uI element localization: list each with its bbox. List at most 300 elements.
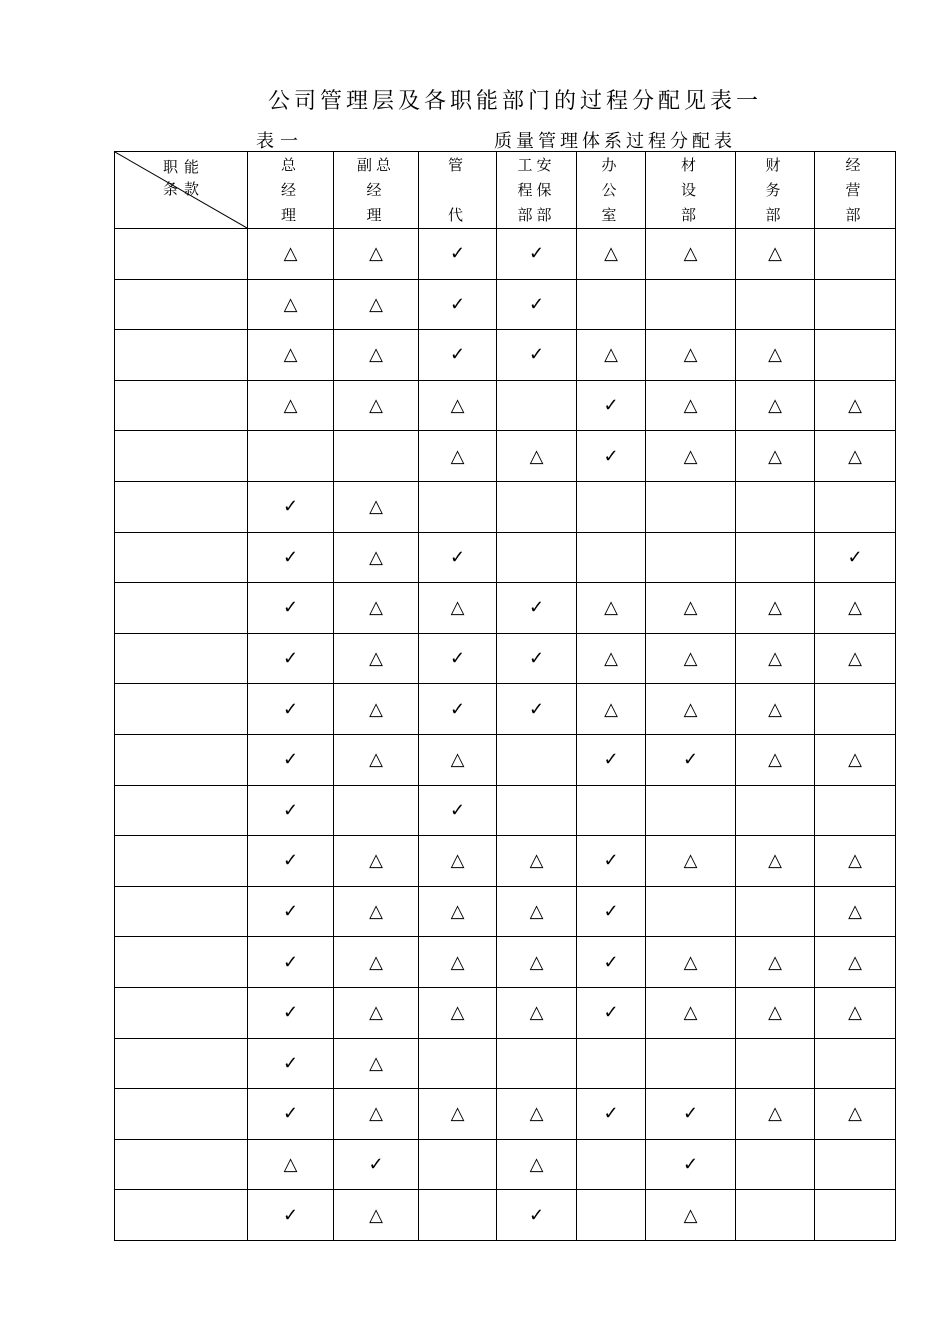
triangle-mark-icon: △ xyxy=(768,850,782,872)
triangle-mark-icon: △ xyxy=(848,445,862,467)
allocation-cell xyxy=(248,481,334,532)
triangle-mark-icon: △ xyxy=(683,344,698,366)
table-row xyxy=(115,785,896,836)
check-mark-icon: ✓ xyxy=(847,546,863,568)
check-mark-icon: ✓ xyxy=(368,1153,384,1175)
check-mark-icon: ✓ xyxy=(282,951,299,973)
allocation-cell xyxy=(736,583,815,634)
allocation-cell xyxy=(577,431,646,482)
triangle-mark-icon: △ xyxy=(683,1002,698,1024)
triangle-mark-icon: △ xyxy=(848,850,862,872)
check-mark-icon: ✓ xyxy=(603,850,619,872)
allocation-cell xyxy=(577,583,646,634)
clause-cell xyxy=(115,684,248,735)
check-mark-icon: ✓ xyxy=(282,597,299,619)
table-row xyxy=(115,583,896,634)
triangle-mark-icon: △ xyxy=(369,1002,383,1024)
check-mark-icon: ✓ xyxy=(603,445,619,467)
allocation-cell xyxy=(497,431,577,482)
allocation-cell xyxy=(646,987,736,1038)
allocation-cell xyxy=(736,785,815,836)
table-row xyxy=(115,937,896,988)
allocation-cell xyxy=(577,734,646,785)
triangle-mark-icon: △ xyxy=(450,1002,465,1024)
allocation-cell xyxy=(248,583,334,634)
check-mark-icon: ✓ xyxy=(282,1204,299,1226)
allocation-cell xyxy=(736,836,815,887)
table-row xyxy=(115,229,896,280)
allocation-cell xyxy=(646,380,736,431)
allocation-cell xyxy=(497,734,577,785)
allocation-cell xyxy=(577,380,646,431)
check-mark-icon: ✓ xyxy=(682,1153,699,1175)
allocation-cell xyxy=(334,1089,419,1140)
allocation-cell xyxy=(646,1089,736,1140)
table-header-row xyxy=(115,152,896,229)
allocation-cell xyxy=(646,431,736,482)
allocation-cell xyxy=(815,229,896,280)
allocation-cell xyxy=(419,330,497,381)
allocation-cell xyxy=(497,987,577,1038)
allocation-cell xyxy=(646,481,736,532)
check-mark-icon: ✓ xyxy=(282,1103,299,1125)
triangle-mark-icon: △ xyxy=(683,850,698,872)
allocation-cell xyxy=(815,330,896,381)
allocation-cell xyxy=(334,1190,419,1241)
allocation-cell xyxy=(577,481,646,532)
allocation-cell xyxy=(497,583,577,634)
triangle-mark-icon: △ xyxy=(683,395,698,417)
check-mark-icon: ✓ xyxy=(282,799,299,821)
triangle-mark-icon: △ xyxy=(450,951,465,973)
allocation-cell xyxy=(815,431,896,482)
check-mark-icon: ✓ xyxy=(282,496,299,518)
allocation-cell xyxy=(248,1089,334,1140)
allocation-cell xyxy=(334,734,419,785)
allocation-cell xyxy=(736,684,815,735)
check-mark-icon: ✓ xyxy=(603,749,619,771)
check-mark-icon: ✓ xyxy=(449,799,466,821)
table-row xyxy=(115,279,896,330)
allocation-cell xyxy=(736,734,815,785)
allocation-cell xyxy=(815,1139,896,1190)
check-mark-icon: ✓ xyxy=(528,293,545,315)
triangle-mark-icon: △ xyxy=(529,445,544,467)
clause-cell xyxy=(115,583,248,634)
check-mark-icon: ✓ xyxy=(282,749,299,771)
triangle-mark-icon: △ xyxy=(768,395,782,417)
corner-label-function: 职能 xyxy=(163,158,206,176)
table-row xyxy=(115,1038,896,1089)
allocation-cell xyxy=(646,886,736,937)
clause-cell xyxy=(115,532,248,583)
triangle-mark-icon: △ xyxy=(768,648,782,670)
allocation-cell xyxy=(815,734,896,785)
triangle-mark-icon: △ xyxy=(369,546,383,568)
allocation-cell xyxy=(419,937,497,988)
allocation-cell xyxy=(497,1190,577,1241)
allocation-cell xyxy=(334,229,419,280)
clause-cell xyxy=(115,785,248,836)
allocation-cell xyxy=(577,1139,646,1190)
column-header-finance-dept: 财 务 部 xyxy=(736,152,815,229)
allocation-cell xyxy=(497,279,577,330)
column-header-engineering-safety-dept: 工安 程保 部部 xyxy=(497,152,577,229)
triangle-mark-icon: △ xyxy=(604,243,618,265)
allocation-cell xyxy=(577,937,646,988)
allocation-cell xyxy=(334,987,419,1038)
clause-cell xyxy=(115,229,248,280)
allocation-cell xyxy=(736,1139,815,1190)
check-mark-icon: ✓ xyxy=(528,243,545,265)
allocation-cell xyxy=(248,886,334,937)
allocation-cell xyxy=(815,380,896,431)
allocation-cell xyxy=(248,229,334,280)
allocation-cell xyxy=(334,532,419,583)
allocation-cell xyxy=(815,684,896,735)
clause-cell xyxy=(115,836,248,887)
table-row xyxy=(115,1139,896,1190)
allocation-cell xyxy=(248,785,334,836)
table-row xyxy=(115,1089,896,1140)
triangle-mark-icon: △ xyxy=(369,698,383,720)
check-mark-icon: ✓ xyxy=(449,648,466,670)
triangle-mark-icon: △ xyxy=(450,1103,465,1125)
allocation-cell xyxy=(577,532,646,583)
triangle-mark-icon: △ xyxy=(450,850,465,872)
allocation-cell xyxy=(248,330,334,381)
triangle-mark-icon: △ xyxy=(450,445,465,467)
allocation-cell xyxy=(815,532,896,583)
process-allocation-table xyxy=(114,151,896,1241)
triangle-mark-icon: △ xyxy=(848,1103,862,1125)
check-mark-icon: ✓ xyxy=(528,648,545,670)
allocation-cell xyxy=(646,836,736,887)
triangle-mark-icon: △ xyxy=(369,293,383,315)
allocation-cell xyxy=(419,1089,497,1140)
triangle-mark-icon: △ xyxy=(369,1204,383,1226)
allocation-cell xyxy=(646,1190,736,1241)
allocation-cell xyxy=(577,633,646,684)
clause-cell xyxy=(115,734,248,785)
triangle-mark-icon: △ xyxy=(450,901,465,923)
column-header-office: 办 公 室 xyxy=(577,152,646,229)
triangle-mark-icon: △ xyxy=(369,648,383,670)
allocation-cell xyxy=(334,785,419,836)
clause-cell xyxy=(115,1139,248,1190)
allocation-cell xyxy=(419,684,497,735)
triangle-mark-icon: △ xyxy=(768,344,782,366)
allocation-cell xyxy=(577,987,646,1038)
allocation-cell xyxy=(736,229,815,280)
check-mark-icon: ✓ xyxy=(282,1052,299,1074)
allocation-cell xyxy=(815,1089,896,1140)
check-mark-icon: ✓ xyxy=(528,597,545,619)
allocation-cell xyxy=(736,987,815,1038)
triangle-mark-icon: △ xyxy=(369,597,383,619)
allocation-cell xyxy=(736,481,815,532)
allocation-cell xyxy=(419,1038,497,1089)
triangle-mark-icon: △ xyxy=(369,1052,383,1074)
triangle-mark-icon: △ xyxy=(848,749,862,771)
allocation-cell xyxy=(334,684,419,735)
allocation-cell xyxy=(815,279,896,330)
allocation-cell xyxy=(334,330,419,381)
triangle-mark-icon: △ xyxy=(604,344,618,366)
allocation-cell xyxy=(646,583,736,634)
allocation-cell xyxy=(815,1038,896,1089)
allocation-cell xyxy=(334,1139,419,1190)
allocation-cell xyxy=(577,785,646,836)
clause-cell xyxy=(115,279,248,330)
table-row xyxy=(115,431,896,482)
allocation-cell xyxy=(736,633,815,684)
allocation-cell xyxy=(419,532,497,583)
allocation-cell xyxy=(646,330,736,381)
table-number-label: 表一 xyxy=(256,131,304,152)
triangle-mark-icon: △ xyxy=(683,1204,698,1226)
triangle-mark-icon: △ xyxy=(683,597,698,619)
column-header-deputy-general-manager: 副总 经 理 xyxy=(334,152,419,229)
triangle-mark-icon: △ xyxy=(848,648,862,670)
allocation-cell xyxy=(419,481,497,532)
check-mark-icon: ✓ xyxy=(282,1002,299,1024)
triangle-mark-icon: △ xyxy=(369,395,383,417)
triangle-mark-icon: △ xyxy=(283,344,298,366)
triangle-mark-icon: △ xyxy=(450,395,465,417)
allocation-cell xyxy=(646,1139,736,1190)
allocation-cell xyxy=(248,836,334,887)
clause-cell xyxy=(115,1089,248,1140)
allocation-cell xyxy=(497,380,577,431)
allocation-cell xyxy=(497,1089,577,1140)
clause-cell xyxy=(115,937,248,988)
allocation-cell xyxy=(334,583,419,634)
check-mark-icon: ✓ xyxy=(528,344,545,366)
check-mark-icon: ✓ xyxy=(449,243,466,265)
allocation-cell xyxy=(736,886,815,937)
triangle-mark-icon: △ xyxy=(683,445,698,467)
allocation-cell xyxy=(248,1190,334,1241)
check-mark-icon: ✓ xyxy=(682,749,699,771)
check-mark-icon: ✓ xyxy=(528,1204,545,1226)
check-mark-icon: ✓ xyxy=(449,698,466,720)
allocation-cell xyxy=(815,937,896,988)
allocation-cell xyxy=(815,886,896,937)
triangle-mark-icon: △ xyxy=(683,698,698,720)
column-header-general-manager: 总 经 理 xyxy=(248,152,334,229)
allocation-cell xyxy=(334,836,419,887)
allocation-cell xyxy=(248,987,334,1038)
allocation-cell xyxy=(646,532,736,583)
allocation-cell xyxy=(815,987,896,1038)
allocation-cell xyxy=(815,836,896,887)
table-row xyxy=(115,1190,896,1241)
allocation-cell xyxy=(248,431,334,482)
triangle-mark-icon: △ xyxy=(768,1103,782,1125)
triangle-mark-icon: △ xyxy=(529,1103,544,1125)
allocation-cell xyxy=(646,279,736,330)
triangle-mark-icon: △ xyxy=(283,243,298,265)
allocation-cell xyxy=(646,633,736,684)
allocation-cell xyxy=(248,1139,334,1190)
table-row xyxy=(115,684,896,735)
triangle-mark-icon: △ xyxy=(283,293,298,315)
allocation-cell xyxy=(334,380,419,431)
check-mark-icon: ✓ xyxy=(449,344,466,366)
triangle-mark-icon: △ xyxy=(369,951,383,973)
clause-cell xyxy=(115,1038,248,1089)
allocation-cell xyxy=(577,1190,646,1241)
allocation-cell xyxy=(736,532,815,583)
allocation-cell xyxy=(497,1139,577,1190)
triangle-mark-icon: △ xyxy=(683,243,698,265)
allocation-cell xyxy=(736,279,815,330)
allocation-cell xyxy=(248,1038,334,1089)
check-mark-icon: ✓ xyxy=(282,901,299,923)
triangle-mark-icon: △ xyxy=(283,1153,298,1175)
triangle-mark-icon: △ xyxy=(683,951,698,973)
allocation-cell xyxy=(577,836,646,887)
triangle-mark-icon: △ xyxy=(848,901,862,923)
allocation-cell xyxy=(577,1038,646,1089)
triangle-mark-icon: △ xyxy=(848,1002,862,1024)
triangle-mark-icon: △ xyxy=(369,1103,383,1125)
allocation-cell xyxy=(334,279,419,330)
allocation-cell xyxy=(419,583,497,634)
allocation-cell xyxy=(248,279,334,330)
corner-header-cell xyxy=(115,152,248,229)
triangle-mark-icon: △ xyxy=(848,597,862,619)
table-row xyxy=(115,886,896,937)
allocation-cell xyxy=(419,229,497,280)
triangle-mark-icon: △ xyxy=(529,850,544,872)
allocation-cell xyxy=(646,1038,736,1089)
allocation-cell xyxy=(577,229,646,280)
document-title: 公司管理层及各职能部门的过程分配见表一 xyxy=(267,89,762,114)
check-mark-icon: ✓ xyxy=(682,1103,699,1125)
allocation-cell xyxy=(419,734,497,785)
triangle-mark-icon: △ xyxy=(768,1002,782,1024)
triangle-mark-icon: △ xyxy=(848,395,862,417)
column-header-materials-equipment-dept: 材 设 部 xyxy=(646,152,736,229)
allocation-cell xyxy=(419,431,497,482)
triangle-mark-icon: △ xyxy=(604,698,618,720)
allocation-cell xyxy=(497,886,577,937)
triangle-mark-icon: △ xyxy=(768,243,782,265)
allocation-cell xyxy=(736,937,815,988)
triangle-mark-icon: △ xyxy=(529,1002,544,1024)
check-mark-icon: ✓ xyxy=(282,698,299,720)
allocation-cell xyxy=(248,937,334,988)
allocation-cell xyxy=(497,229,577,280)
allocation-cell xyxy=(646,684,736,735)
allocation-cell xyxy=(419,886,497,937)
triangle-mark-icon: △ xyxy=(529,901,544,923)
triangle-mark-icon: △ xyxy=(450,749,465,771)
allocation-cell xyxy=(497,532,577,583)
column-header-management-representative: 管 代 xyxy=(419,152,497,229)
allocation-cell xyxy=(577,684,646,735)
corner-label-clause: 条款 xyxy=(163,180,206,198)
allocation-cell xyxy=(334,481,419,532)
allocation-cell xyxy=(815,583,896,634)
allocation-cell xyxy=(736,380,815,431)
table-row xyxy=(115,532,896,583)
triangle-mark-icon: △ xyxy=(369,496,383,518)
triangle-mark-icon: △ xyxy=(529,1153,544,1175)
triangle-mark-icon: △ xyxy=(604,648,618,670)
allocation-cell xyxy=(248,532,334,583)
triangle-mark-icon: △ xyxy=(369,243,383,265)
table-row xyxy=(115,380,896,431)
check-mark-icon: ✓ xyxy=(282,648,299,670)
triangle-mark-icon: △ xyxy=(369,344,383,366)
table-row xyxy=(115,987,896,1038)
table-title: 质量管理体系过程分配表 xyxy=(494,131,736,152)
clause-cell xyxy=(115,380,248,431)
triangle-mark-icon: △ xyxy=(369,901,383,923)
allocation-cell xyxy=(248,633,334,684)
allocation-cell xyxy=(497,684,577,735)
allocation-cell xyxy=(497,836,577,887)
allocation-cell xyxy=(646,734,736,785)
table-row xyxy=(115,633,896,684)
allocation-cell xyxy=(736,431,815,482)
table-row xyxy=(115,481,896,532)
allocation-cell xyxy=(248,734,334,785)
allocation-cell xyxy=(646,229,736,280)
allocation-cell xyxy=(497,481,577,532)
table-row xyxy=(115,836,896,887)
allocation-cell xyxy=(419,380,497,431)
clause-cell xyxy=(115,633,248,684)
triangle-mark-icon: △ xyxy=(529,951,544,973)
allocation-cell xyxy=(419,836,497,887)
clause-cell xyxy=(115,481,248,532)
clause-cell xyxy=(115,886,248,937)
triangle-mark-icon: △ xyxy=(768,698,782,720)
clause-cell xyxy=(115,1190,248,1241)
triangle-mark-icon: △ xyxy=(683,648,698,670)
allocation-cell xyxy=(646,937,736,988)
table-row xyxy=(115,330,896,381)
clause-cell xyxy=(115,431,248,482)
allocation-cell xyxy=(419,1190,497,1241)
triangle-mark-icon: △ xyxy=(768,749,782,771)
allocation-cell xyxy=(334,886,419,937)
allocation-cell xyxy=(736,330,815,381)
allocation-cell xyxy=(577,886,646,937)
check-mark-icon: ✓ xyxy=(603,395,619,417)
allocation-cell xyxy=(736,1089,815,1140)
allocation-cell xyxy=(334,1038,419,1089)
allocation-cell xyxy=(497,785,577,836)
table-row xyxy=(115,734,896,785)
check-mark-icon: ✓ xyxy=(449,546,466,568)
triangle-mark-icon: △ xyxy=(604,597,618,619)
check-mark-icon: ✓ xyxy=(603,1103,619,1125)
allocation-cell xyxy=(248,684,334,735)
allocation-cell xyxy=(419,785,497,836)
allocation-cell xyxy=(815,785,896,836)
triangle-mark-icon: △ xyxy=(450,597,465,619)
allocation-cell xyxy=(419,987,497,1038)
check-mark-icon: ✓ xyxy=(282,850,299,872)
allocation-cell xyxy=(646,785,736,836)
triangle-mark-icon: △ xyxy=(768,445,782,467)
check-mark-icon: ✓ xyxy=(603,901,619,923)
